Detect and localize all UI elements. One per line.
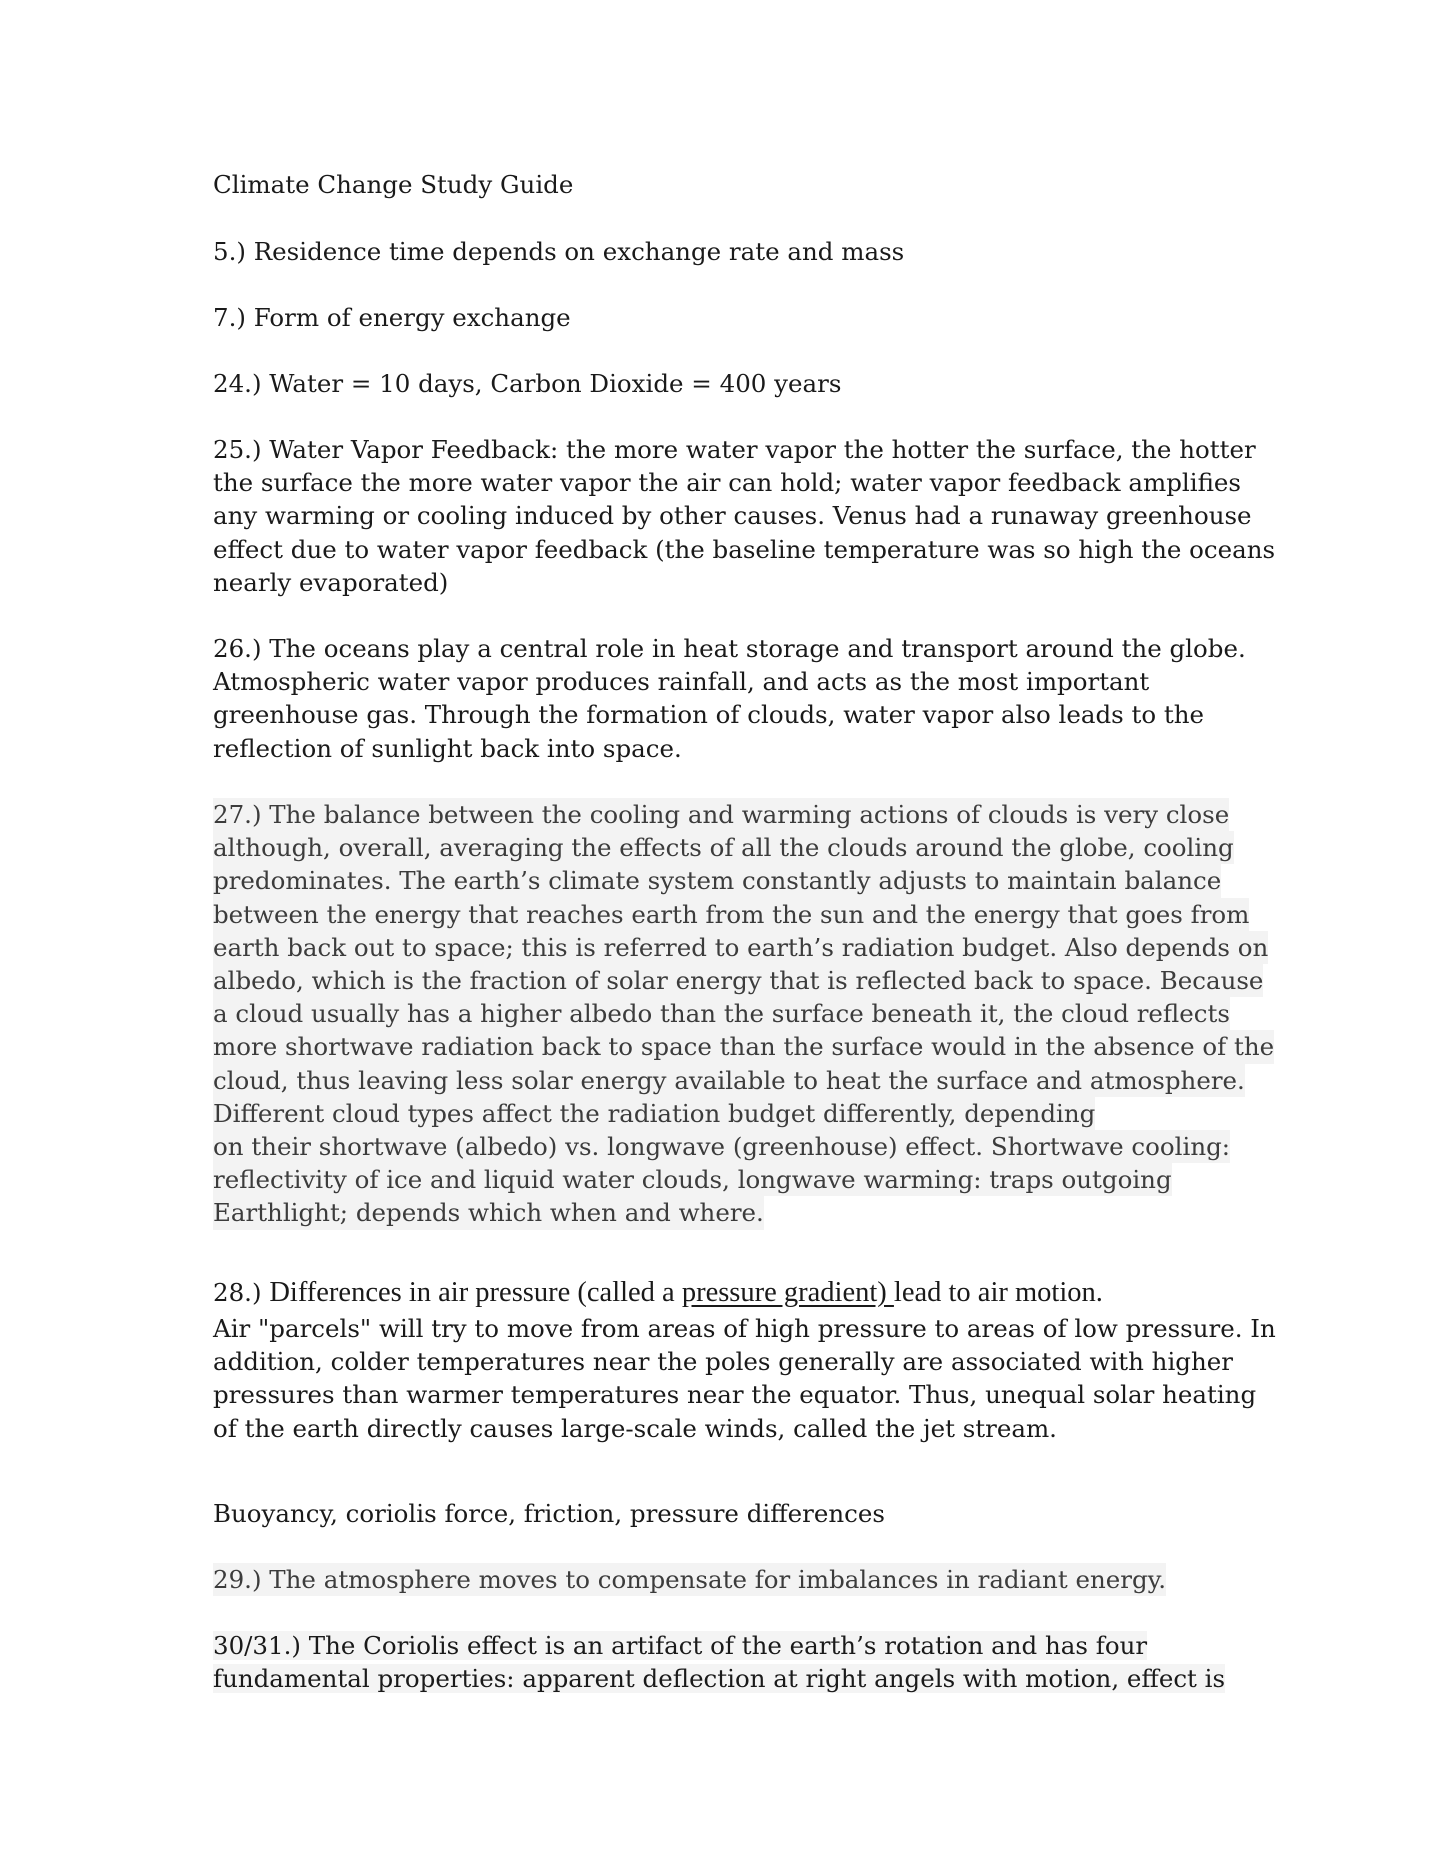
item-26-line: reflection of sunlight back into space.: [213, 733, 682, 763]
item-26-line: greenhouse gas. Through the formation of clouds, water vapor also leads to the: [213, 700, 1205, 730]
item-28-line: Air "parcels" will try to move from areas of high pressure to areas of low pressure. In: [213, 1314, 1276, 1343]
item-27-line: between the energy that reaches earth from the sun and the energy that goes from: [213, 898, 1249, 931]
item-25-line: the surface the more water vapor the air can hold; water vapor feedback amplifies: [213, 468, 1241, 498]
item-29: [213, 1563, 1253, 1596]
item-27-line: Earthlight; depends which when and where.: [213, 1196, 764, 1229]
item-24: 24.) Water = 10 days, Carbon Dioxide = 400 years: [213, 369, 842, 398]
item-26-line: 26.) The oceans play a central role in heat storage and transport around the globe.: [213, 634, 1246, 663]
item-26: [213, 632, 1253, 765]
item-27-line: more shortwave radiation back to space than the surface would in the absence of the: [213, 1030, 1274, 1063]
item-25-line: 25.) Water Vapor Feedback: the more water vapor the hotter the surface, the hotter: [213, 435, 1256, 464]
item-26-line: Atmospheric water vapor produces rainfall, and acts as the most important: [213, 667, 1150, 697]
item-28-line: of the earth directly causes large-scale winds, called the jet stream.: [213, 1413, 1057, 1443]
item-27-line: although, overall, averaging the effects of all the clouds around the globe, cooling: [213, 831, 1234, 864]
item-27-line: cloud, thus leaving less solar energy available to heat the surface and atmosphere.: [213, 1064, 1245, 1097]
forces-list: Buoyancy, coriolis force, friction, pressure differences: [213, 1499, 885, 1528]
item-27: [213, 798, 1275, 1230]
item-27-line: reflectivity of ice and liquid water clouds, longwave warming: traps outgoing: [213, 1163, 1172, 1196]
item-27-line: Different cloud types affect the radiation budget differently, depending: [213, 1097, 1095, 1130]
item-29-text: 29.) The atmosphere moves to compensate for imbalances in radiant energy.: [213, 1563, 1166, 1596]
item-28-line: addition, colder temperatures near the poles generally are associated with higher: [213, 1347, 1233, 1377]
item-28-number: 28.): [213, 1278, 270, 1307]
item-27-line: on their shortwave (albedo) vs. longwave (greenhouse) effect. Shortwave cooling:: [213, 1130, 1230, 1163]
item-25: [213, 433, 1276, 599]
item-5: 5.) Residence time depends on exchange rate and mass: [213, 237, 905, 266]
item-28-lead: [213, 1274, 1253, 1312]
item-27-line: earth back out to space; this is referred to earth’s radiation budget. Also depends on: [213, 931, 1268, 964]
item-28-lead-b: lead to air motion.: [893, 1277, 1103, 1308]
item-30-31: [213, 1629, 1253, 1695]
item-28: [213, 1274, 1276, 1445]
item-30-31-line: fundamental properties: apparent deflection at right angels with motion, effect is: [213, 1664, 1226, 1694]
item-30-31-line: 30/31.) The Coriolis effect is an artifact of the earth’s rotation and has four: [213, 1631, 1148, 1660]
item-7: 7.) Form of energy exchange: [213, 303, 571, 332]
item-27-line: albedo, which is the fraction of solar energy that is reflected back to space. Because: [213, 964, 1263, 997]
item-28-line: pressures than warmer temperatures near the equator. Thus, unequal solar heating: [213, 1380, 1257, 1410]
document-title: Climate Change Study Guide: [213, 170, 574, 199]
item-28-pressure-gradient: pressure gradient): [681, 1277, 894, 1308]
item-27-line: predominates. The earth’s climate system constantly adjusts to maintain balance: [213, 864, 1221, 897]
item-28-lead-a: Differences in air pressure (called a: [269, 1277, 682, 1308]
item-27-line: a cloud usually has a higher albedo than the surface beneath it, the cloud reflects: [213, 997, 1230, 1030]
item-27-line: 27.) The balance between the cooling and warming actions of clouds is very close: [213, 798, 1229, 831]
item-25-line: any warming or cooling induced by other causes. Venus had a runaway greenhouse: [213, 501, 1252, 531]
item-25-line: effect due to water vapor feedback (the baseline temperature was so high the oceans: [213, 534, 1276, 564]
item-25-line: nearly evaporated): [213, 567, 449, 597]
